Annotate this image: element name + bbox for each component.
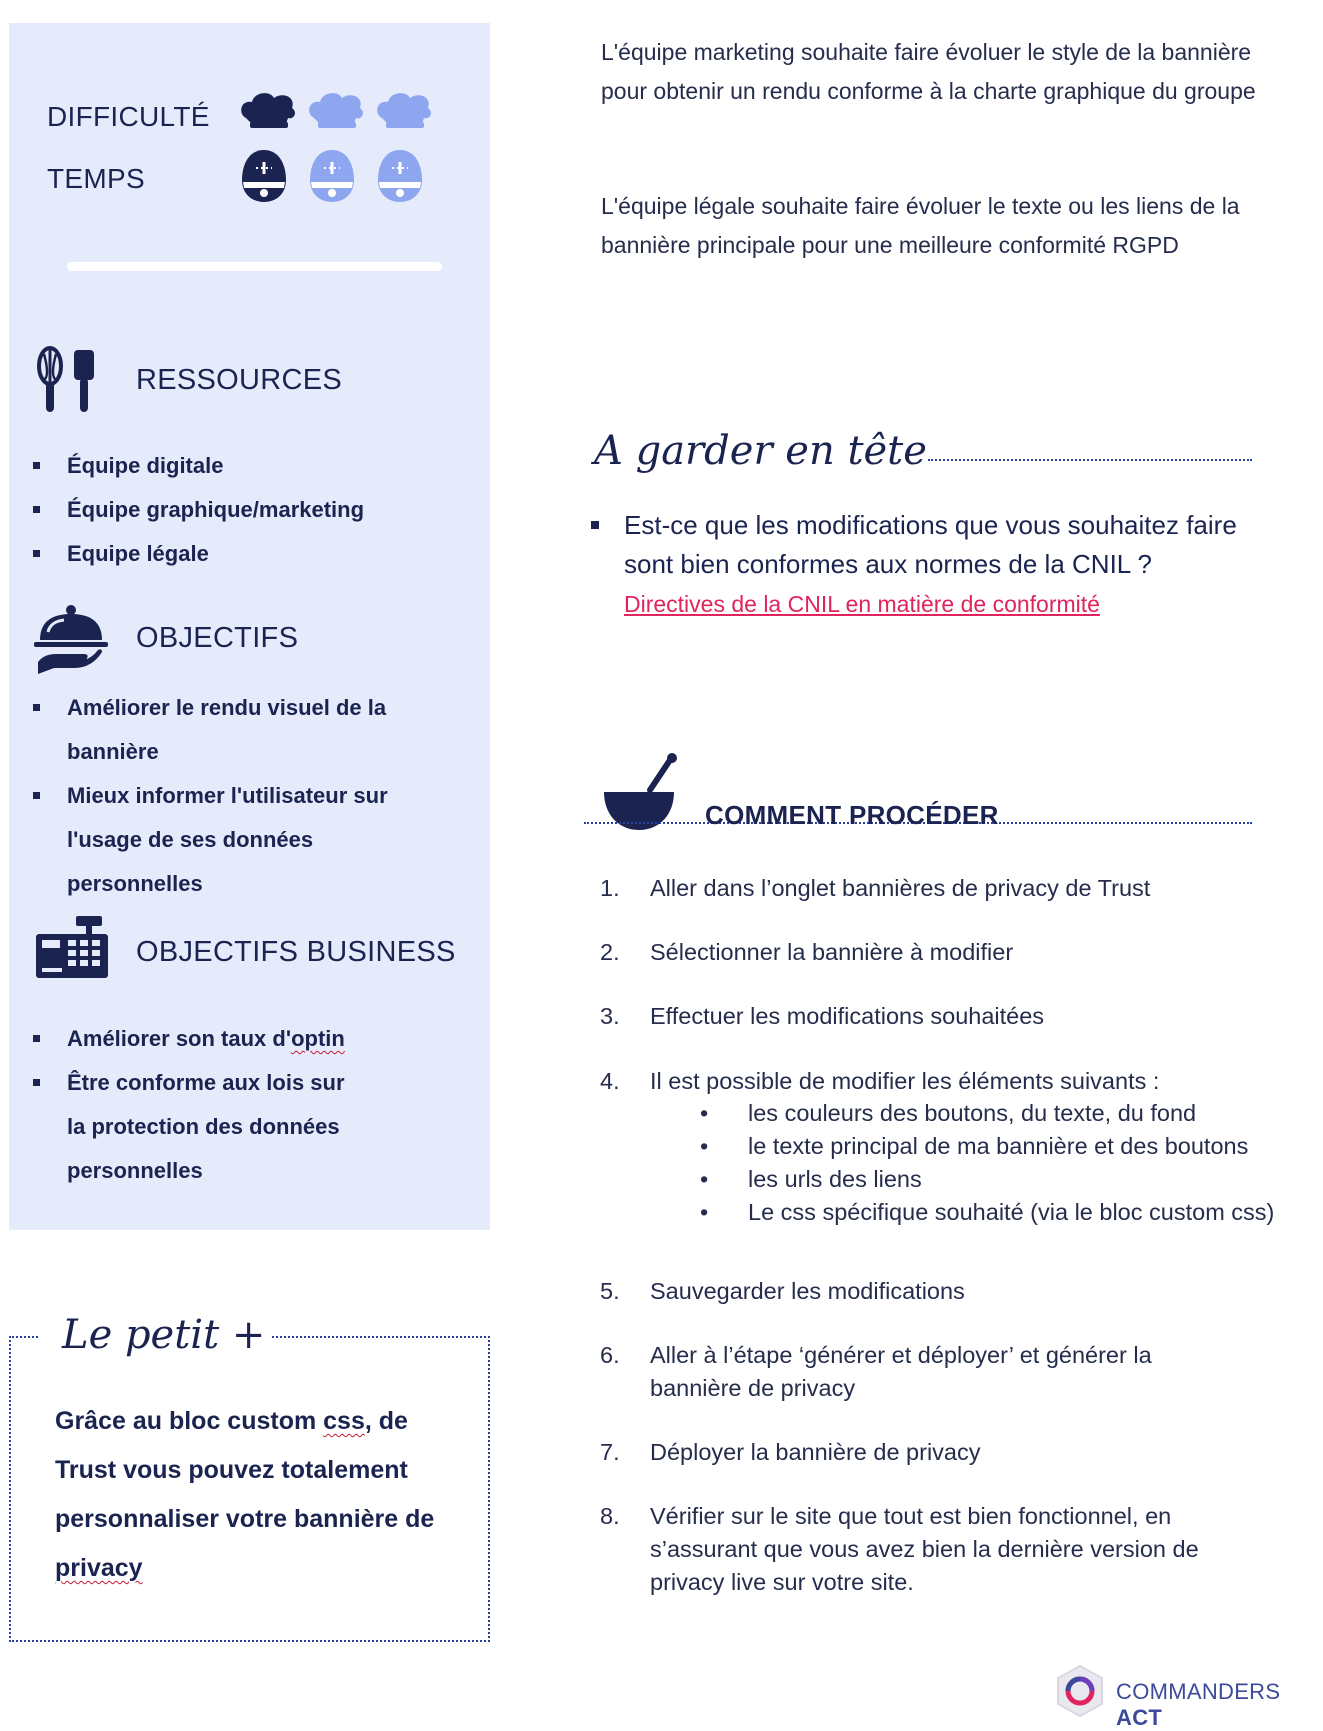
commanders-act-logo-icon bbox=[1055, 1664, 1105, 1718]
dotted-rule bbox=[928, 459, 1252, 461]
cash-register-icon bbox=[36, 916, 108, 978]
step-text: Aller dans l’onglet bannières de privacy de Trust bbox=[650, 875, 1151, 901]
step-text: Vérifier sur le site que tout est bien fonctionnel, en s’assurant que vous avez bien la dernière version de privacy live sur votre site. bbox=[650, 1503, 1199, 1595]
timer-icon bbox=[378, 150, 422, 202]
difficulty-rating bbox=[240, 88, 440, 132]
sub-item: • le texte principal de ma bannière et des boutons bbox=[700, 1130, 1300, 1163]
tip-text-part: Grâce au bloc custom bbox=[55, 1407, 324, 1435]
step-text: Déployer la bannière de privacy bbox=[650, 1439, 981, 1465]
tip-text-part: css bbox=[323, 1407, 365, 1435]
timer-icon bbox=[310, 150, 354, 202]
divider bbox=[67, 262, 442, 271]
list-item bbox=[9, 1017, 429, 1061]
resources-title: RESSOURCES bbox=[136, 364, 343, 396]
whisk-spatula-icon bbox=[36, 346, 98, 414]
sub-list bbox=[700, 1097, 1300, 1262]
tip-text-part: privacy bbox=[55, 1554, 143, 1582]
list-item: Mieux informer l'utilisateur sur l'usage de ses données personnelles bbox=[9, 774, 429, 906]
list-item-text: optin bbox=[291, 1026, 345, 1051]
steps-list: 1. Aller dans l’onglet bannières de privacy de Trust 2. Sélectionner la bannière à modifier 3. Effectuer les modifications souhaitées 4. Il est possible de modifier les éléments suivants : • les couleurs des boutons, du texte, du fond • le texte principal de ma bannière et des boutons • les urls des liens • Le css spécifique souhaité (via le bloc custom css) 5. Sauvegarder les modifications 6. Aller à l’étape ‘générer et déployer’ et générer la bannière de privacy 7. Déployer la bannière de privacy 8. Vérifier sur le site que tout est bien fonctionnel, en s’assurant que vous avez bien la dernière version de privacy live sur votre site. bbox=[600, 872, 1300, 1632]
chef-hat-icon bbox=[309, 93, 363, 128]
logo-name-bold: ACT bbox=[1116, 1705, 1163, 1730]
step-text: Sélectionner la bannière à modifier bbox=[650, 939, 1014, 965]
list-item: Equipe légale bbox=[9, 532, 479, 576]
time-rating bbox=[242, 148, 432, 204]
step-text: Il est possible de modifier les éléments suivants : bbox=[650, 1068, 1160, 1094]
difficulty-label: DIFFICULTÉ bbox=[47, 101, 210, 132]
reminder-title: A garder en tête bbox=[594, 428, 927, 474]
step-text: Effectuer les modifications souhaitées bbox=[650, 1003, 1045, 1029]
sub-item-text: Le css spécifique souhaité (via le bloc custom css) bbox=[748, 1199, 1275, 1225]
list-item: Améliorer le rendu visuel de la bannière bbox=[9, 686, 429, 774]
list-item-text: Améliorer son taux d' bbox=[67, 1026, 292, 1051]
mortar-pestle-icon bbox=[604, 752, 682, 832]
business-title: OBJECTIFS BUSINESS bbox=[136, 936, 456, 968]
resources-list bbox=[9, 444, 479, 576]
step-text: Sauvegarder les modifications bbox=[650, 1278, 965, 1304]
reminder-text: Est-ce que les modifications que vous souhaitez faire sont bien conformes aux normes de la CNIL ? bbox=[624, 510, 1237, 579]
objectives-title: OBJECTIFS bbox=[136, 622, 299, 654]
sub-item-text: le texte principal de ma bannière et des boutons bbox=[748, 1133, 1249, 1159]
business-list bbox=[9, 1017, 429, 1193]
steps-title: COMMENT PROCÉDER bbox=[705, 800, 999, 830]
tip-text bbox=[55, 1397, 465, 1593]
reminder-item bbox=[624, 506, 1254, 624]
intro-paragraph-1: L'équipe marketing souhaite faire évoluer le style de la bannière pour obtenir un rendu conforme à la charte graphique du groupe bbox=[601, 39, 1256, 104]
chef-hat-icon bbox=[241, 93, 295, 128]
list-item: Équipe graphique/marketing bbox=[9, 488, 479, 532]
logo-text bbox=[1116, 1679, 1323, 1731]
tip-text-part: , de Trust vous pouvez totalement personnaliser votre bannière de bbox=[55, 1407, 435, 1533]
tip-title: Le petit + bbox=[62, 1312, 266, 1358]
list-item: Être conforme aux lois sur la protection des données personnelles bbox=[9, 1061, 367, 1193]
cnil-guidelines-link[interactable]: Directives de la CNIL en matière de conformité bbox=[624, 591, 1100, 617]
chef-hat-icon bbox=[377, 93, 431, 128]
sub-item: • les urls des liens bbox=[700, 1163, 1300, 1196]
objectives-list bbox=[9, 686, 429, 906]
list-item: Équipe digitale bbox=[9, 444, 479, 488]
logo-name: COMMANDERS bbox=[1116, 1679, 1281, 1704]
time-label: TEMPS bbox=[47, 163, 145, 194]
timer-icon bbox=[242, 150, 286, 202]
step-text: Aller à l’étape ‘générer et déployer’ et générer la bannière de privacy bbox=[650, 1342, 1152, 1401]
bullet bbox=[591, 521, 599, 529]
cloche-icon bbox=[34, 602, 108, 674]
intro-paragraph-2: L'équipe légale souhaite faire évoluer le texte ou les liens de la bannière principale pour une meilleure conformité RGPD bbox=[601, 193, 1240, 258]
sub-item: • les couleurs des boutons, du texte, du fond bbox=[700, 1097, 1300, 1130]
sub-item-text: les couleurs des boutons, du texte, du fond bbox=[748, 1100, 1197, 1126]
sub-item-text: les urls des liens bbox=[748, 1166, 922, 1192]
sub-item: • Le css spécifique souhaité (via le bloc custom css) bbox=[700, 1196, 1300, 1262]
